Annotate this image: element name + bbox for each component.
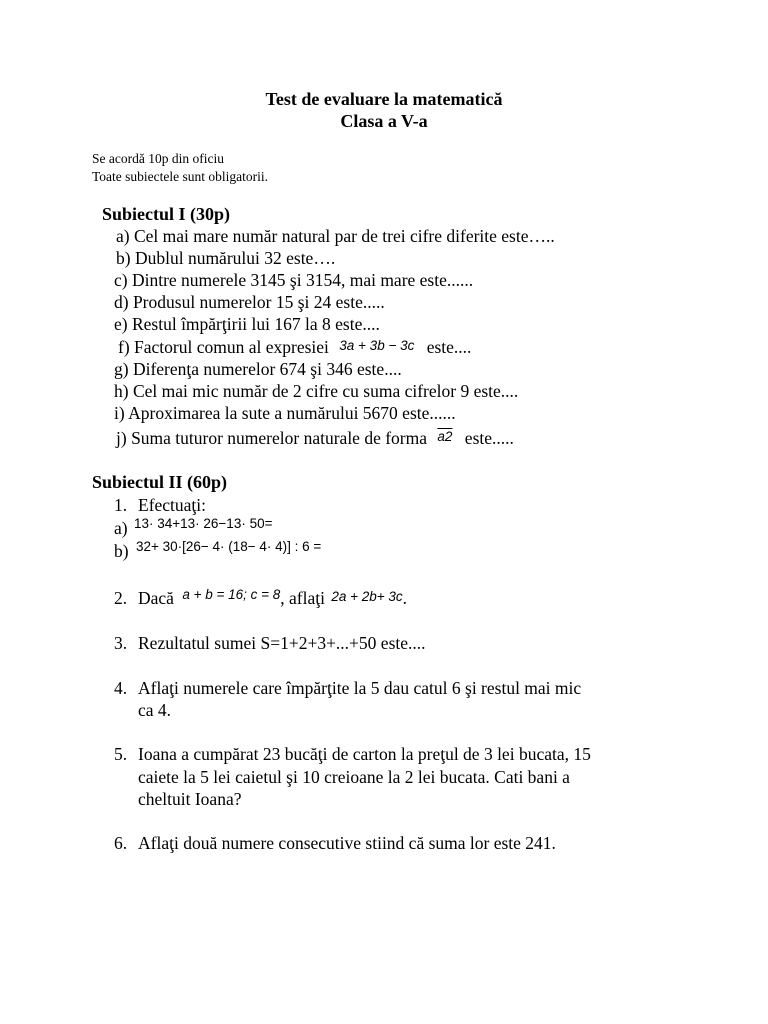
question-text: Rezultatul sumei S=1+2+3+...+50 este.... [138,633,426,653]
question-2-4 [114,678,581,699]
question-1f-suffix: este.... [426,337,472,357]
note-line-1: Se acordă 10p din oficiu [92,151,224,166]
question-2-1a [114,518,272,539]
question-1a: a) Cel mai mare număr natural par de trei cifre diferite este….. [116,226,555,246]
question-1j-text: j) Suma tuturor numerelor naturale de forma [116,428,428,448]
question-2-6 [114,833,556,854]
section-1-heading: Subiectul I (30p) [102,204,231,224]
subquestion-label: b) [114,541,129,561]
question-1f [118,337,471,358]
question-2-1b [114,541,321,562]
question-2-3 [114,633,426,654]
question-1j [116,428,514,449]
question-text: Ioana a cumpărat 23 bucăţi de carton la preţul de 3 lei bucata, 15 [138,744,591,764]
question-1f-expression: 3a + 3b − 3c [339,338,415,353]
question-1d: d) Produsul numerelor 15 şi 24 este..... [114,292,385,312]
question-2-1 [114,495,206,516]
question-number: 1. [114,495,128,515]
question-1c: c) Dintre numerele 3145 şi 3154, mai mare este...... [114,270,474,290]
question-1e: e) Restul împărţirii lui 167 la 8 este.... [114,314,380,334]
question-text-end: . [402,588,408,608]
condition-expression: a + b = 16; c = 8 [182,587,281,602]
question-text: Efectuaţi: [138,495,207,515]
note-line-2: Toate subiectele sunt obligatorii. [92,169,269,184]
document-title: Test de evaluare la matematică [265,89,503,109]
question-2-2 [114,588,407,609]
section-2-heading: Subiectul II (60p) [92,472,228,492]
question-text: Dacă [138,588,174,608]
question-1i: i) Aproximarea la sute a numărului 5670 este...... [114,403,456,423]
question-2-5-cont-1: caiete la 5 lei caietul şi 10 creioane la 2 lei bucata. Cati bani a [138,767,570,787]
question-2-5-cont-2: cheltuit Ioana? [138,789,242,809]
question-number: 6. [114,833,128,853]
question-text-mid: , aflaţi [280,588,325,608]
expression-1b: 32+ 30·[26− 4· (18− 4· 4)] : 6 = [135,539,322,554]
question-2-5 [114,744,591,765]
question-1j-suffix: este..... [464,428,514,448]
document-subtitle: Clasa a V-a [340,111,428,131]
question-1g: g) Diferenţa numerelor 674 şi 346 este.... [114,359,402,379]
question-number: 2. [114,588,128,608]
subquestion-label: a) [114,518,128,538]
question-2-4-cont: ca 4. [138,700,172,720]
question-text: Aflaţi numerele care împărţite la 5 dau catul 6 şi restul mai mic [138,678,582,698]
question-text: Aflaţi două numere consecutive stiind că suma lor este 241. [138,833,556,853]
question-1j-expression: a2 [437,429,453,444]
question-1f-text: f) Factorul comun al expresiei [118,337,329,357]
question-number: 5. [114,744,128,764]
target-expression: 2a + 2b+ 3c [331,589,403,604]
question-1h: h) Cel mai mic număr de 2 cifre cu suma cifrelor 9 este.... [114,381,519,401]
expression-1a: 13· 34+13· 26−13· 50= [133,516,273,531]
question-number: 3. [114,633,128,653]
question-number: 4. [114,678,128,698]
question-1b: b) Dublul numărului 32 este…. [116,248,336,268]
